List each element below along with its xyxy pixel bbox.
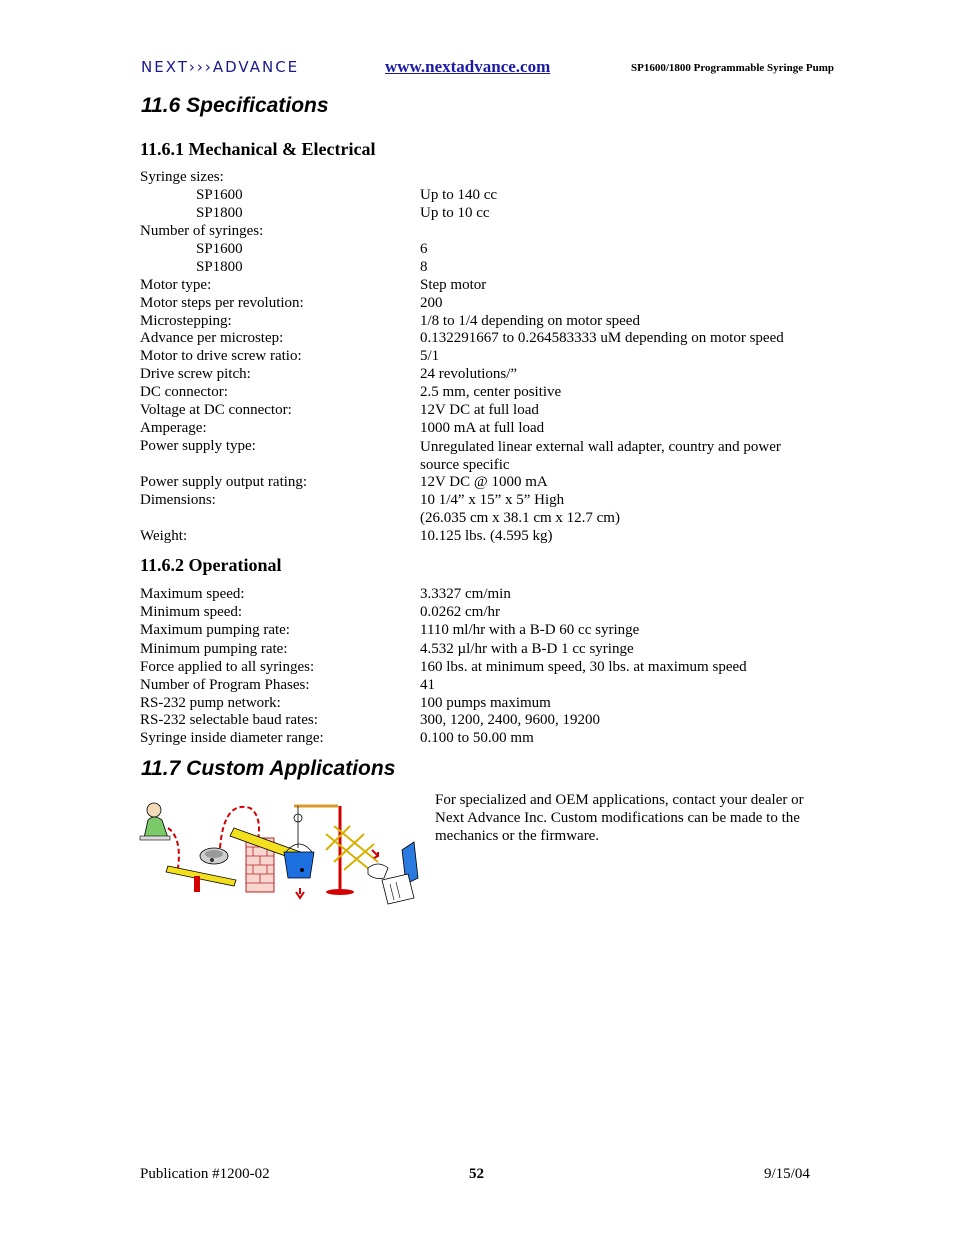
spec-label: Motor type: [140, 277, 212, 293]
spec-value: Up to 140 cc [420, 187, 498, 203]
subsection-heading-mechanical: 11.6.1 Mechanical & Electrical [140, 139, 376, 159]
page-number: 52 [469, 1166, 484, 1182]
spec-value: (26.035 cm x 38.1 cm x 12.7 cm) [420, 510, 620, 526]
spec-value: 24 revolutions/” [420, 366, 518, 382]
spec-value: 2.5 mm, center positive [420, 384, 562, 400]
section-heading-specifications: 11.6 Specifications [141, 94, 329, 117]
scissor-lift-icon [326, 806, 378, 895]
spec-value: 1110 ml/hr with a B-D 60 cc syringe [420, 622, 640, 638]
spec-value: 6 [420, 241, 428, 257]
section-heading-custom-applications: 11.7 Custom Applications [141, 757, 396, 780]
spec-label: RS-232 pump network: [140, 695, 281, 711]
person-icon [140, 803, 170, 840]
spec-label: Drive screw pitch: [140, 366, 251, 382]
spec-label: Dimensions: [140, 492, 216, 508]
spec-value: 300, 1200, 2400, 9600, 19200 [420, 712, 600, 728]
spec-value: 10 1/4” x 15” x 5” High [420, 492, 565, 508]
spec-label: Syringe inside diameter range: [140, 730, 324, 746]
spec-value: 5/1 [420, 348, 440, 364]
spec-label: Microstepping: [140, 313, 232, 329]
seesaw-icon [166, 866, 236, 892]
spec-label: DC connector: [140, 384, 228, 400]
spec-value: Step motor [420, 277, 487, 293]
spec-value: Unregulated linear external wall adapter, country and power source specific [420, 439, 781, 473]
spec-label: Minimum pumping rate: [140, 641, 288, 657]
spec-label: Maximum speed: [140, 586, 245, 602]
custom-applications-illustration [138, 798, 422, 906]
spec-value: 4.532 µl/hr with a B-D 1 cc syringe [420, 641, 634, 657]
spec-value: 10.125 lbs. (4.595 kg) [420, 528, 553, 544]
spec-value: 0.132291667 to 0.264583333 uM depending on motor speed [420, 330, 784, 346]
spec-value: 0.100 to 50.00 mm [420, 730, 534, 746]
sink-icon [200, 848, 228, 864]
spec-label: Voltage at DC connector: [140, 402, 292, 418]
spec-value: 160 lbs. at minimum speed, 30 lbs. at maximum speed [420, 659, 747, 675]
spec-value: 200 [420, 295, 443, 311]
spec-label: Force applied to all syringes: [140, 659, 315, 675]
spec-label: Number of syringes: [140, 223, 264, 239]
spec-label: Power supply output rating: [140, 474, 308, 490]
spec-value: 1000 mA at full load [420, 420, 545, 436]
document-title: SP1600/1800 Programmable Syringe Pump [631, 62, 834, 74]
spec-label: Maximum pumping rate: [140, 622, 290, 638]
spec-label: SP1800 [196, 205, 243, 221]
custom-applications-paragraph: For specialized and OEM applications, contact your dealer or Next Advance Inc. Custom modifications can be made to the mechanics or the firmware. [435, 792, 804, 844]
spec-label: Power supply type: [140, 438, 256, 454]
spec-value: 3.3327 cm/min [420, 586, 511, 602]
bucket-icon [284, 806, 338, 898]
spec-value: 0.0262 cm/hr [420, 604, 500, 620]
spec-label: Syringe sizes: [140, 169, 224, 185]
spec-label: Motor to drive screw ratio: [140, 348, 302, 364]
publication-date: 9/15/04 [764, 1166, 810, 1182]
subsection-heading-operational: 11.6.2 Operational [140, 555, 282, 575]
computer-icon [368, 842, 418, 904]
website-link[interactable]: www.nextadvance.com [385, 57, 551, 76]
spec-value: 12V DC @ 1000 mA [420, 474, 548, 490]
spec-label: Advance per microstep: [140, 330, 284, 346]
spec-label: Motor steps per revolution: [140, 295, 304, 311]
spec-value: 12V DC at full load [420, 402, 539, 418]
brand-logo: NEXT›››ADVANCE [141, 58, 300, 76]
spec-value: 8 [420, 259, 428, 275]
spec-value: 100 pumps maximum [420, 695, 551, 711]
spec-value: 41 [420, 677, 435, 693]
spec-label: Minimum speed: [140, 604, 243, 620]
spec-label: SP1600 [196, 187, 243, 203]
spec-label: RS-232 selectable baud rates: [140, 712, 318, 728]
spec-value: Up to 10 cc [420, 205, 490, 221]
spec-label: Number of Program Phases: [140, 677, 310, 693]
spec-value: 1/8 to 1/4 depending on motor speed [420, 313, 640, 329]
spec-label: SP1600 [196, 241, 243, 257]
spec-label: Weight: [140, 528, 188, 544]
spec-label: Amperage: [140, 420, 207, 436]
publication-number: Publication #1200-02 [140, 1166, 270, 1182]
spec-label: SP1800 [196, 259, 243, 275]
